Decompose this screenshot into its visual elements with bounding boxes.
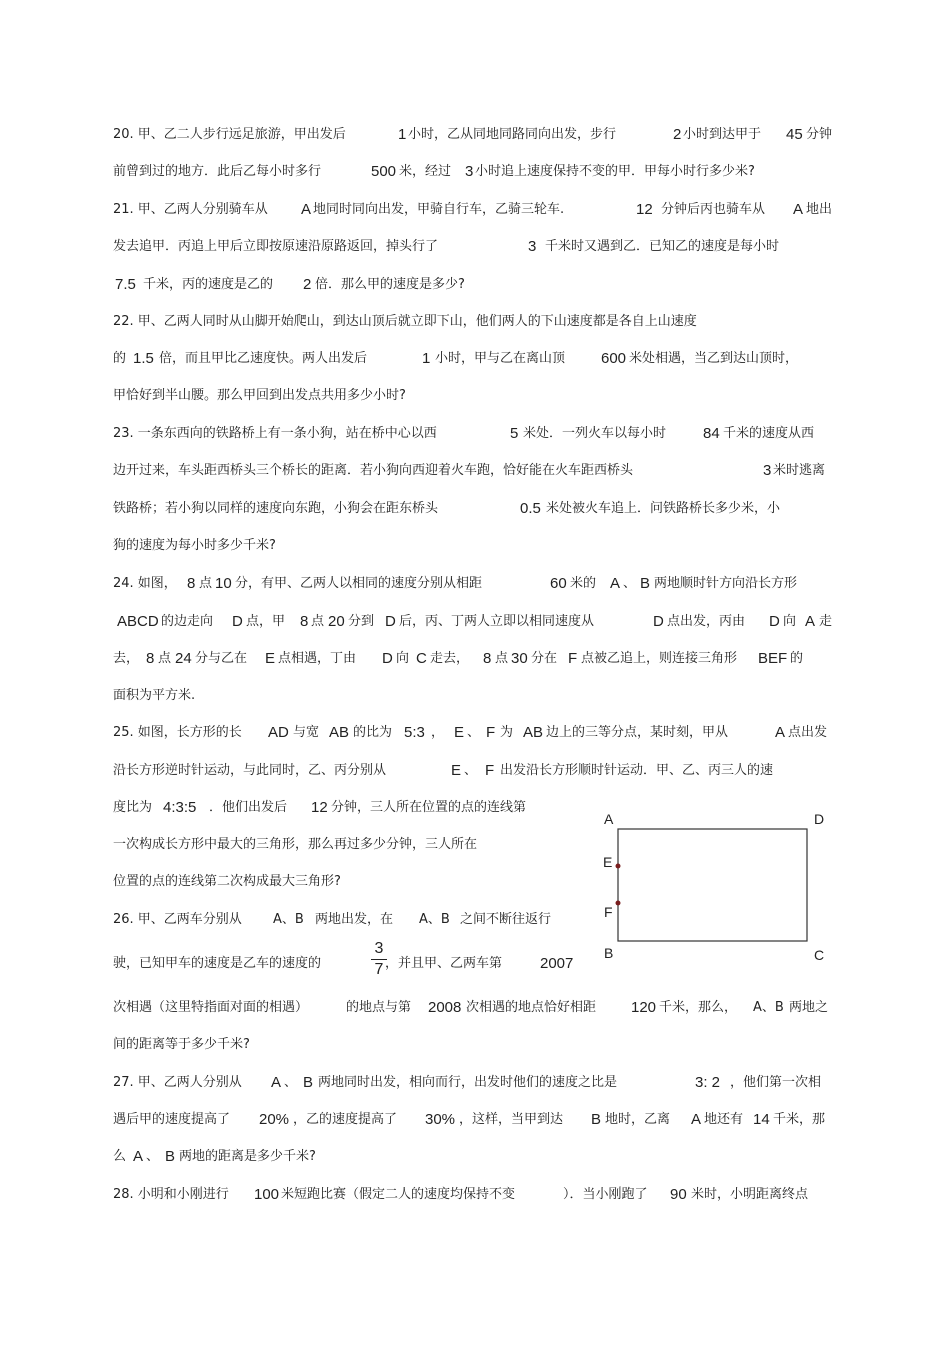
text-segment: 、: [284, 1075, 298, 1090]
text-segment: A、B: [273, 912, 304, 927]
text-segment: 20: [328, 613, 345, 630]
text-segment: ，他们第一次相: [730, 1075, 822, 1090]
text-segment: C: [416, 650, 427, 667]
text-segment: 1.5: [133, 350, 154, 367]
text-segment: 、: [146, 1149, 160, 1164]
text-segment: 3: [528, 238, 537, 255]
text-segment: 边上的三等分点，某时刻，甲从: [546, 725, 729, 740]
text-segment: F: [486, 724, 496, 741]
text-segment: 25. 如图，长方形的长: [113, 725, 242, 740]
text-segment: 60: [550, 575, 567, 592]
text-segment: ，这样，当甲到达: [459, 1112, 564, 1127]
text-segment: 甲恰好到半山腰。那么甲回到出发点共用多少小时?: [113, 388, 406, 403]
text-segment: 点: [495, 651, 509, 666]
text-segment: 小时追上速度保持不变的甲．甲每小时行多少米?: [475, 164, 755, 179]
text-segment: 分与乙在: [195, 651, 248, 666]
text-segment: 3: 2: [695, 1074, 721, 1091]
text-segment: 千米时又遇到乙．已知乙的速度是每小时: [545, 239, 780, 254]
text-segment: 90: [670, 1186, 687, 1203]
text-segment: ．他们出发后: [209, 800, 288, 815]
text-segment: 2: [673, 126, 682, 143]
text-segment: 千米，丙的速度是乙的: [143, 277, 274, 292]
text-segment: 地同时同向出发，甲骑自行车，乙骑三轮车.: [313, 202, 565, 217]
text-segment: 点，甲: [246, 614, 286, 629]
text-segment: 两地的距离是多少千米?: [179, 1149, 316, 1164]
text-segment: F: [485, 762, 495, 779]
text-segment: 点出发，丙由: [667, 614, 746, 629]
text-segment: 28. 小明和小刚进行: [113, 1187, 229, 1202]
text-segment: 次相遇（这里特指面对面的相遇）: [113, 1000, 309, 1015]
text-segment: 2008: [428, 999, 462, 1016]
text-segment: E: [265, 650, 276, 667]
text-segment: 30%: [425, 1111, 456, 1128]
text-segment: 600: [601, 350, 627, 367]
text-segment: 驶，已知甲车的速度是乙车的速度的: [113, 956, 322, 971]
text-segment: 走去，: [430, 651, 470, 666]
text-segment: 千米的速度从西: [723, 426, 815, 441]
text-segment: 1: [422, 350, 431, 367]
rectangle-figure: [600, 808, 840, 968]
text-segment: 8: [146, 650, 155, 667]
text-segment: D: [769, 613, 780, 630]
text-segment: 一次构成长方形中最大的三角形，那么再过多少分钟，三人所在: [113, 837, 478, 852]
text-segment: 地出: [806, 202, 833, 217]
text-segment: B: [591, 1111, 602, 1128]
text-segment: 米时逃离: [773, 463, 826, 478]
text-segment: 的: [790, 651, 804, 666]
text-segment: AB: [329, 724, 350, 741]
text-segment: A: [610, 575, 621, 592]
text-segment: 2: [303, 276, 312, 293]
text-segment: E: [451, 762, 462, 779]
text-segment: A: [775, 724, 786, 741]
text-segment: 3: [465, 163, 474, 180]
text-segment: 点被乙追上，则连接三角形: [581, 651, 738, 666]
text-segment: 两地顺时针方向沿长方形: [654, 576, 798, 591]
text-segment: 分在: [531, 651, 558, 666]
text-segment: 1: [398, 126, 407, 143]
text-segment: 8: [483, 650, 492, 667]
label-d: D: [814, 811, 825, 827]
text-segment: 出发沿长方形顺时针运动．甲、乙、丙三人的速: [500, 763, 774, 778]
text-segment: 7.5: [115, 276, 136, 293]
text-segment: 、: [623, 576, 637, 591]
label-a: A: [604, 811, 614, 827]
text-segment: 向: [396, 651, 410, 666]
text-segment: 26. 甲、乙两车分别从: [113, 912, 242, 927]
point-e: [616, 864, 621, 869]
text-segment: BEF: [758, 650, 788, 667]
text-segment: 米时，小明距离终点: [691, 1187, 809, 1202]
text-segment: 5:3: [404, 724, 425, 741]
text-segment: 铁路桥；若小狗以同样的速度向东跑，小狗会在距东桥头: [113, 501, 439, 516]
text-segment: 地时，乙离: [605, 1112, 671, 1127]
text-segment: 500: [371, 163, 397, 180]
fraction-numerator: 3: [374, 940, 384, 957]
text-segment: 度比为: [113, 800, 153, 815]
text-segment: 的: [113, 351, 127, 366]
text-segment: 24. 如图，: [113, 576, 177, 591]
text-segment: 120: [631, 999, 657, 1016]
text-segment: A: [793, 201, 804, 218]
text-segment: 3: [763, 462, 772, 479]
text-segment: A、B: [419, 912, 450, 927]
text-segment: 米短跑比赛（假定二人的速度均保持不变: [281, 1187, 516, 1202]
text-segment: 之间不断往返行: [460, 912, 552, 927]
label-f: F: [604, 904, 613, 920]
label-e: E: [603, 854, 613, 870]
text-segment: 的边走向: [161, 614, 214, 629]
text-segment: AD: [268, 724, 289, 741]
fraction: [371, 940, 387, 979]
text-segment: B: [303, 1074, 314, 1091]
rectangle-abcd: [618, 829, 807, 941]
text-segment: 米处被火车追上．问铁路桥长多少米，小: [546, 501, 781, 516]
text-segment: AB: [523, 724, 544, 741]
text-segment: 的比为: [353, 725, 393, 740]
text-segment: 27. 甲、乙两人分别从: [113, 1075, 242, 1090]
text-segment: 点相遇，丁由: [278, 651, 357, 666]
text-segment: ，并且甲、乙两车第: [385, 956, 503, 971]
text-segment: 与宽: [293, 725, 320, 740]
text-segment: 米处相遇，当乙到达山顶时，: [629, 351, 799, 366]
text-segment: F: [568, 650, 578, 667]
text-segment: 点出发: [788, 725, 828, 740]
text-segment: 2007: [540, 955, 574, 972]
text-segment: 分到: [348, 614, 375, 629]
text-segment: ）．当小刚跑了: [563, 1187, 648, 1202]
text-segment: 小时到达甲于: [683, 127, 762, 142]
text-segment: 遇后甲的速度提高了: [113, 1112, 231, 1127]
text-segment: 24: [175, 650, 192, 667]
text-segment: 45: [786, 126, 803, 143]
text-segment: B: [640, 575, 651, 592]
text-segment: D: [653, 613, 664, 630]
text-segment: 地还有: [704, 1112, 744, 1127]
text-segment: 次相遇的地点恰好相距: [466, 1000, 597, 1015]
text-segment: 分钟: [806, 127, 833, 142]
text-segment: 后，丙、丁两人立即以相同速度从: [399, 614, 595, 629]
text-segment: 小时，乙从同地同路同向出发，步行: [408, 127, 617, 142]
text-segment: 、: [464, 763, 478, 778]
text-segment: A: [805, 613, 816, 630]
text-segment: 两地同时出发，相向而行，出发时他们的速度之比是: [318, 1075, 618, 1090]
text-segment: 0.5: [520, 500, 541, 517]
text-segment: A、B: [753, 1000, 784, 1015]
fraction-bar: [371, 959, 387, 960]
text-segment: 、: [467, 725, 481, 740]
text-segment: 5: [510, 425, 519, 442]
text-segment: D: [382, 650, 393, 667]
text-segment: 8: [300, 613, 309, 630]
text-segment: B: [165, 1148, 176, 1165]
text-segment: 分钟，三人所在位置的点的连线第: [331, 800, 527, 815]
text-segment: 狗的速度为每小时多少千米?: [113, 538, 276, 553]
text-segment: 22. 甲、乙两人同时从山脚开始爬山，到达山顶后就立即下山，他们两人的下山速度都是各自上山速度: [113, 314, 697, 329]
text-segment: 米，经过: [399, 164, 452, 179]
text-segment: 倍．那么甲的速度是多少?: [315, 277, 465, 292]
text-segment: 100: [254, 1186, 280, 1203]
text-segment: 20%: [259, 1111, 290, 1128]
text-segment: 23. 一条东西向的铁路桥上有一条小狗，站在桥中心以西: [113, 426, 437, 441]
text-segment: 前曾到过的地方．此后乙每小时多行: [113, 164, 322, 179]
text-segment: 面积为平方米.: [113, 688, 196, 703]
text-segment: E: [454, 724, 465, 741]
text-segment: 千米，那么，: [659, 1000, 738, 1015]
text-segment: ABCD: [117, 613, 159, 630]
text-segment: 走: [819, 614, 833, 629]
fraction-denominator: 7: [374, 961, 384, 978]
text-segment: 的地点与第: [346, 1000, 412, 1015]
text-segment: 两地出发，在: [315, 912, 394, 927]
text-segment: 去，: [113, 651, 140, 666]
text-segment: 14: [753, 1111, 770, 1128]
text-segment: 位置的点的连线第二次构成最大三角形?: [113, 874, 341, 889]
text-segment: 发去追甲．丙追上甲后立即按原速沿原路返回，掉头行了: [113, 239, 439, 254]
text-segment: A: [271, 1074, 282, 1091]
text-segment: 千米，那: [773, 1112, 826, 1127]
text-segment: 分钟后丙也骑车从: [661, 202, 766, 217]
text-segment: A: [691, 1111, 702, 1128]
text-segment: 30: [511, 650, 528, 667]
text-segment: A: [301, 201, 312, 218]
label-c: C: [814, 947, 825, 963]
text-segment: 84: [703, 425, 720, 442]
text-segment: 12: [311, 799, 328, 816]
label-b: B: [604, 945, 614, 961]
text-segment: 小时，甲与乙在离山顶: [435, 351, 566, 366]
text-segment: 10: [215, 575, 232, 592]
text-segment: 分，有甲、乙两人以相同的速度分别从相距: [235, 576, 483, 591]
text-segment: 么: [113, 1149, 127, 1164]
text-segment: 20. 甲、乙二人步行远足旅游，甲出发后: [113, 127, 346, 142]
text-segment: 边开过来，车头距西桥头三个桥长的距离．若小狗向西迎着火车跑，恰好能在火车距西桥头: [113, 463, 634, 478]
text-segment: 21. 甲、乙两人分别骑车从: [113, 202, 268, 217]
text-segment: ，乙的速度提高了: [293, 1112, 398, 1127]
text-segment: 米的: [570, 576, 597, 591]
text-segment: 12: [636, 201, 653, 218]
text-segment: A: [133, 1148, 144, 1165]
text-segment: 8: [187, 575, 196, 592]
point-f: [616, 901, 621, 906]
text-segment: D: [232, 613, 243, 630]
text-segment: 倍，而且甲比乙速度快。两人出发后: [159, 351, 368, 366]
text-segment: 间的距离等于多少千米?: [113, 1037, 250, 1052]
text-segment: 点: [199, 576, 213, 591]
text-segment: 米处．一列火车以每小时: [523, 426, 667, 441]
text-segment: D: [385, 613, 396, 630]
text-segment: 沿长方形逆时针运动，与此同时，乙、丙分别从: [113, 763, 387, 778]
text-segment: 向: [783, 614, 797, 629]
text-segment: 点: [158, 651, 172, 666]
text-segment: 4:3:5: [163, 799, 197, 816]
text-segment: 为: [500, 725, 514, 740]
text-segment: 两地之: [789, 1000, 829, 1015]
text-segment: 点: [311, 614, 325, 629]
text-segment: ，: [431, 725, 445, 740]
